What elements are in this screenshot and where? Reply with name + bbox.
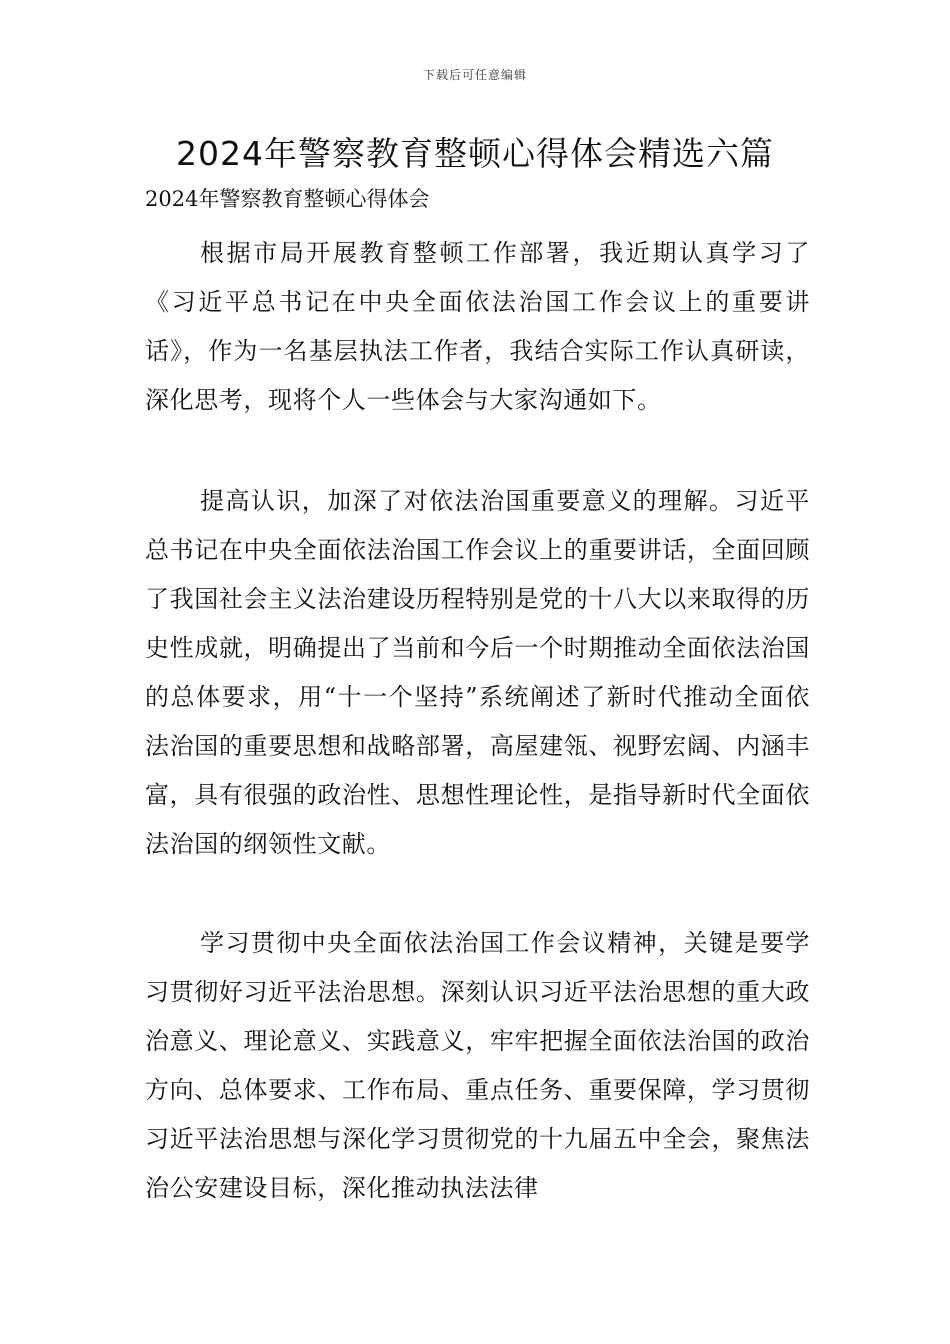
header-note: 下载后可任意编辑 bbox=[422, 68, 527, 82]
document-subtitle: 2024年警察教育整顿心得体会 bbox=[145, 187, 430, 211]
document-title: 2024年警察教育整顿心得体会精选六篇 bbox=[176, 134, 774, 173]
paragraph-2: 提高认识，加深了对依法治国重要意义的理解。习近平总书记在中央全面依法治国工作会议上的重要讲话，全面回顾了我国社会主义法治建设历程特别是党的十八大以来取得的历史性成就，明确提出了当前和今后一个时期推动全面依法治国的总体要求，用“十一个坚持”系统阐述了新时代推动全面依法治国的重要思想和战略部署，高屋建瓴、视野宏阔、内涵丰富，具有很强的政治性、思想性理论性，是指导新时代全面依法治国的纲领性文献。 bbox=[145, 487, 810, 858]
paragraph-3: 学习贯彻中央全面依法治国工作会议精神，关键是要学习贯彻好习近平法治思想。深刻认识习近平法治思想的重大政治意义、理论意义、实践意义，牢牢把握全面依法治国的政治方向、总体要求、工作布局、重点任务、重要保障，学习贯彻习近平法治思想与深化学习贯彻党的十九届五中全会，聚焦法治公安建设目标，深化推动执法法律 bbox=[145, 929, 810, 1202]
paragraph-1: 根据市局开展教育整顿工作部署，我近期认真学习了《习近平总书记在中央全面依法治国工作会议上的重要讲话》，作为一名基层执法工作者，我结合实际工作认真研读，深化思考，现将个人一些体会与大家沟通如下。 bbox=[145, 239, 810, 414]
